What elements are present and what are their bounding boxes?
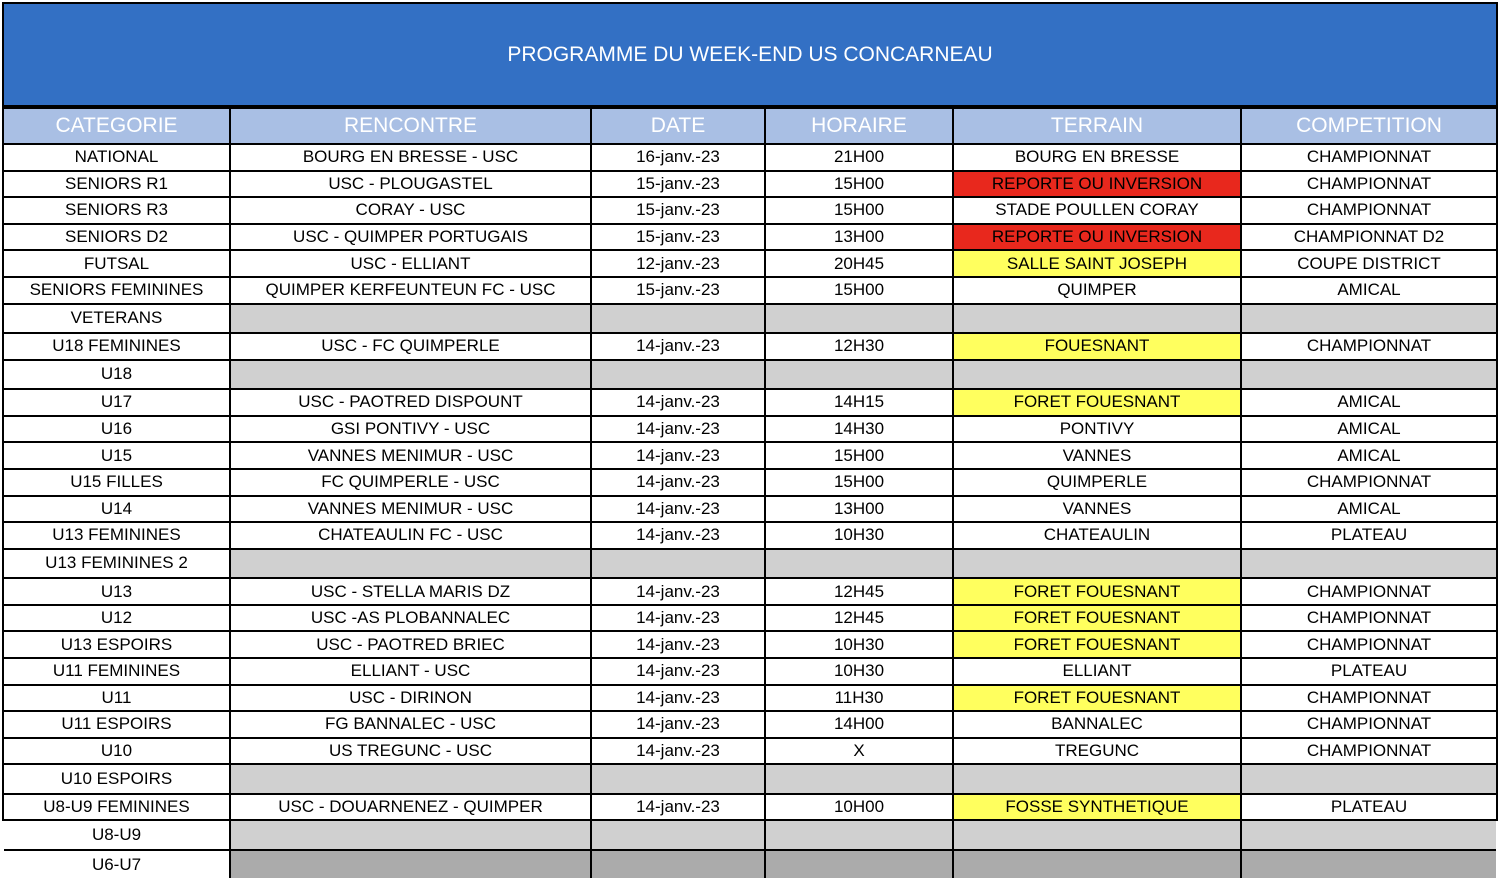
column-header-competition: COMPETITION [1241, 108, 1496, 144]
cell-competition: CHAMPIONNAT [1241, 711, 1496, 738]
cell-date: 12-janv.-23 [591, 250, 765, 277]
cell-categorie: U13 FEMININES [4, 522, 230, 549]
cell-terrain: FORET FOUESNANT [953, 389, 1241, 416]
cell-competition: CHAMPIONNAT [1241, 578, 1496, 605]
cell-terrain [953, 304, 1241, 334]
page-title: PROGRAMME DU WEEK-END US CONCARNEAU [4, 4, 1496, 107]
column-header-rencontre: RENCONTRE [230, 108, 591, 144]
table-row [4, 820, 1496, 850]
cell-date: 14-janv.-23 [591, 605, 765, 632]
table-row [4, 304, 1496, 334]
cell-terrain: ELLIANT [953, 658, 1241, 685]
cell-horaire: 10H00 [765, 794, 953, 821]
cell-date: 15-janv.-23 [591, 171, 765, 198]
cell-horaire: 12H45 [765, 578, 953, 605]
cell-rencontre [230, 820, 591, 850]
cell-rencontre: CORAY - USC [230, 197, 591, 224]
cell-rencontre [230, 850, 591, 878]
cell-date: 16-janv.-23 [591, 144, 765, 171]
cell-rencontre: USC - STELLA MARIS DZ [230, 578, 591, 605]
column-header-terrain: TERRAIN [953, 108, 1241, 144]
cell-horaire: 14H00 [765, 711, 953, 738]
cell-categorie: SENIORS R3 [4, 197, 230, 224]
cell-categorie: U17 [4, 389, 230, 416]
cell-competition: CHAMPIONNAT [1241, 685, 1496, 712]
cell-date [591, 850, 765, 878]
cell-competition: COUPE DISTRICT [1241, 250, 1496, 277]
cell-competition: CHAMPIONNAT [1241, 144, 1496, 171]
table-row [4, 578, 1496, 605]
cell-categorie: SENIORS FEMININES [4, 277, 230, 304]
cell-date: 14-janv.-23 [591, 658, 765, 685]
schedule-table [4, 107, 1496, 878]
cell-date: 14-janv.-23 [591, 416, 765, 443]
cell-terrain: FOSSE SYNTHETIQUE [953, 794, 1241, 821]
cell-horaire: 15H00 [765, 171, 953, 198]
cell-competition: CHAMPIONNAT D2 [1241, 224, 1496, 251]
table-row [4, 522, 1496, 549]
cell-terrain: FOUESNANT [953, 333, 1241, 360]
cell-rencontre: US TREGUNC - USC [230, 738, 591, 765]
cell-horaire: 13H00 [765, 496, 953, 523]
column-header-horaire: HORAIRE [765, 108, 953, 144]
table-row [4, 224, 1496, 251]
cell-terrain [953, 764, 1241, 794]
table-row [4, 416, 1496, 443]
cell-terrain: REPORTE OU INVERSION [953, 224, 1241, 251]
table-row [4, 389, 1496, 416]
cell-date: 15-janv.-23 [591, 277, 765, 304]
cell-date [591, 764, 765, 794]
cell-horaire: 15H00 [765, 442, 953, 469]
cell-date: 14-janv.-23 [591, 522, 765, 549]
cell-competition: PLATEAU [1241, 522, 1496, 549]
cell-horaire [765, 304, 953, 334]
schedule-sheet [2, 2, 1498, 874]
cell-terrain: BANNALEC [953, 711, 1241, 738]
cell-competition: CHAMPIONNAT [1241, 333, 1496, 360]
cell-categorie: U11 [4, 685, 230, 712]
cell-horaire: 15H00 [765, 277, 953, 304]
cell-date [591, 360, 765, 390]
table-row [4, 658, 1496, 685]
cell-date: 14-janv.-23 [591, 685, 765, 712]
cell-date: 14-janv.-23 [591, 442, 765, 469]
cell-rencontre: USC - PAOTRED BRIEC [230, 631, 591, 658]
table-row [4, 469, 1496, 496]
cell-horaire [765, 549, 953, 579]
cell-categorie: U11 FEMININES [4, 658, 230, 685]
cell-categorie: U10 [4, 738, 230, 765]
cell-terrain: QUIMPERLE [953, 469, 1241, 496]
cell-horaire [765, 820, 953, 850]
cell-categorie: U6-U7 [4, 850, 230, 878]
cell-competition: CHAMPIONNAT [1241, 171, 1496, 198]
cell-terrain [953, 850, 1241, 878]
cell-horaire: 21H00 [765, 144, 953, 171]
cell-horaire [765, 850, 953, 878]
cell-date [591, 820, 765, 850]
cell-competition [1241, 549, 1496, 579]
cell-categorie: U8-U9 FEMININES [4, 794, 230, 821]
cell-horaire: 10H30 [765, 522, 953, 549]
cell-rencontre [230, 549, 591, 579]
cell-rencontre: FC QUIMPERLE - USC [230, 469, 591, 496]
cell-horaire: 20H45 [765, 250, 953, 277]
cell-horaire: 10H30 [765, 631, 953, 658]
cell-date: 14-janv.-23 [591, 578, 765, 605]
cell-rencontre: VANNES MENIMUR - USC [230, 496, 591, 523]
cell-competition [1241, 850, 1496, 878]
cell-competition: CHAMPIONNAT [1241, 605, 1496, 632]
cell-date: 14-janv.-23 [591, 711, 765, 738]
cell-terrain: VANNES [953, 442, 1241, 469]
cell-competition: PLATEAU [1241, 794, 1496, 821]
cell-categorie: U13 [4, 578, 230, 605]
cell-rencontre: USC - QUIMPER PORTUGAIS [230, 224, 591, 251]
header-row [4, 108, 1496, 144]
cell-categorie: U15 [4, 442, 230, 469]
cell-rencontre: USC - PAOTRED DISPOUNT [230, 389, 591, 416]
cell-terrain: BOURG EN BRESSE [953, 144, 1241, 171]
cell-categorie: VETERANS [4, 304, 230, 334]
cell-categorie: U18 [4, 360, 230, 390]
cell-categorie: U13 FEMININES 2 [4, 549, 230, 579]
cell-rencontre: USC - DOUARNENEZ - QUIMPER [230, 794, 591, 821]
cell-date: 14-janv.-23 [591, 496, 765, 523]
cell-categorie: U14 [4, 496, 230, 523]
cell-horaire: 14H15 [765, 389, 953, 416]
table-row [4, 442, 1496, 469]
cell-horaire: 12H45 [765, 605, 953, 632]
cell-date [591, 549, 765, 579]
cell-date: 15-janv.-23 [591, 197, 765, 224]
cell-horaire: 15H00 [765, 197, 953, 224]
cell-competition: PLATEAU [1241, 658, 1496, 685]
table-row [4, 685, 1496, 712]
cell-categorie: NATIONAL [4, 144, 230, 171]
table-row [4, 764, 1496, 794]
cell-horaire: 12H30 [765, 333, 953, 360]
cell-date: 14-janv.-23 [591, 389, 765, 416]
cell-date: 14-janv.-23 [591, 469, 765, 496]
cell-categorie: U16 [4, 416, 230, 443]
column-header-date: DATE [591, 108, 765, 144]
table-row [4, 711, 1496, 738]
table-row [4, 496, 1496, 523]
cell-rencontre: USC - ELLIANT [230, 250, 591, 277]
cell-rencontre: USC - PLOUGASTEL [230, 171, 591, 198]
cell-horaire [765, 764, 953, 794]
cell-competition: AMICAL [1241, 442, 1496, 469]
table-row [4, 631, 1496, 658]
cell-date: 15-janv.-23 [591, 224, 765, 251]
cell-terrain [953, 820, 1241, 850]
cell-rencontre [230, 764, 591, 794]
cell-competition: CHAMPIONNAT [1241, 469, 1496, 496]
table-row [4, 549, 1496, 579]
cell-horaire: 10H30 [765, 658, 953, 685]
cell-competition: AMICAL [1241, 416, 1496, 443]
cell-horaire: 13H00 [765, 224, 953, 251]
cell-terrain: VANNES [953, 496, 1241, 523]
cell-terrain: FORET FOUESNANT [953, 631, 1241, 658]
cell-terrain: FORET FOUESNANT [953, 605, 1241, 632]
cell-rencontre: QUIMPER KERFEUNTEUN FC - USC [230, 277, 591, 304]
cell-categorie: U12 [4, 605, 230, 632]
cell-categorie: U13 ESPOIRS [4, 631, 230, 658]
cell-competition [1241, 304, 1496, 334]
cell-competition [1241, 360, 1496, 390]
cell-competition: AMICAL [1241, 277, 1496, 304]
cell-rencontre: ELLIANT - USC [230, 658, 591, 685]
table-body [4, 144, 1496, 878]
cell-rencontre: FG BANNALEC - USC [230, 711, 591, 738]
cell-categorie: U10 ESPOIRS [4, 764, 230, 794]
cell-terrain: PONTIVY [953, 416, 1241, 443]
cell-terrain: STADE POULLEN CORAY [953, 197, 1241, 224]
table-row [4, 360, 1496, 390]
table-row [4, 738, 1496, 765]
cell-date: 14-janv.-23 [591, 738, 765, 765]
cell-competition: AMICAL [1241, 496, 1496, 523]
cell-horaire: X [765, 738, 953, 765]
cell-rencontre [230, 304, 591, 334]
cell-date [591, 304, 765, 334]
table-row [4, 250, 1496, 277]
table-row [4, 850, 1496, 878]
cell-rencontre: BOURG EN BRESSE - USC [230, 144, 591, 171]
cell-competition [1241, 764, 1496, 794]
table-row [4, 794, 1496, 821]
cell-rencontre: USC - FC QUIMPERLE [230, 333, 591, 360]
cell-terrain: FORET FOUESNANT [953, 578, 1241, 605]
table-row [4, 171, 1496, 198]
cell-competition: CHAMPIONNAT [1241, 631, 1496, 658]
table-row [4, 605, 1496, 632]
table-row [4, 197, 1496, 224]
cell-categorie: SENIORS R1 [4, 171, 230, 198]
cell-terrain: SALLE SAINT JOSEPH [953, 250, 1241, 277]
cell-horaire: 14H30 [765, 416, 953, 443]
cell-categorie: FUTSAL [4, 250, 230, 277]
cell-rencontre [230, 360, 591, 390]
cell-terrain: CHATEAULIN [953, 522, 1241, 549]
cell-horaire: 11H30 [765, 685, 953, 712]
cell-date: 14-janv.-23 [591, 631, 765, 658]
cell-rencontre: VANNES MENIMUR - USC [230, 442, 591, 469]
cell-rencontre: CHATEAULIN FC - USC [230, 522, 591, 549]
cell-terrain [953, 549, 1241, 579]
table-row [4, 277, 1496, 304]
cell-rencontre: USC - DIRINON [230, 685, 591, 712]
cell-categorie: U11 ESPOIRS [4, 711, 230, 738]
cell-competition: CHAMPIONNAT [1241, 197, 1496, 224]
cell-horaire [765, 360, 953, 390]
cell-date: 14-janv.-23 [591, 794, 765, 821]
cell-categorie: U8-U9 [4, 820, 230, 850]
cell-competition [1241, 820, 1496, 850]
cell-terrain [953, 360, 1241, 390]
cell-categorie: U15 FILLES [4, 469, 230, 496]
column-header-categorie: CATEGORIE [4, 108, 230, 144]
cell-terrain: TREGUNC [953, 738, 1241, 765]
cell-date: 14-janv.-23 [591, 333, 765, 360]
cell-terrain: QUIMPER [953, 277, 1241, 304]
cell-terrain: REPORTE OU INVERSION [953, 171, 1241, 198]
table-row [4, 144, 1496, 171]
cell-competition: AMICAL [1241, 389, 1496, 416]
cell-categorie: SENIORS D2 [4, 224, 230, 251]
cell-categorie: U18 FEMININES [4, 333, 230, 360]
cell-terrain: FORET FOUESNANT [953, 685, 1241, 712]
table-row [4, 333, 1496, 360]
cell-rencontre: GSI PONTIVY - USC [230, 416, 591, 443]
cell-rencontre: USC -AS PLOBANNALEC [230, 605, 591, 632]
cell-horaire: 15H00 [765, 469, 953, 496]
cell-competition: CHAMPIONNAT [1241, 738, 1496, 765]
